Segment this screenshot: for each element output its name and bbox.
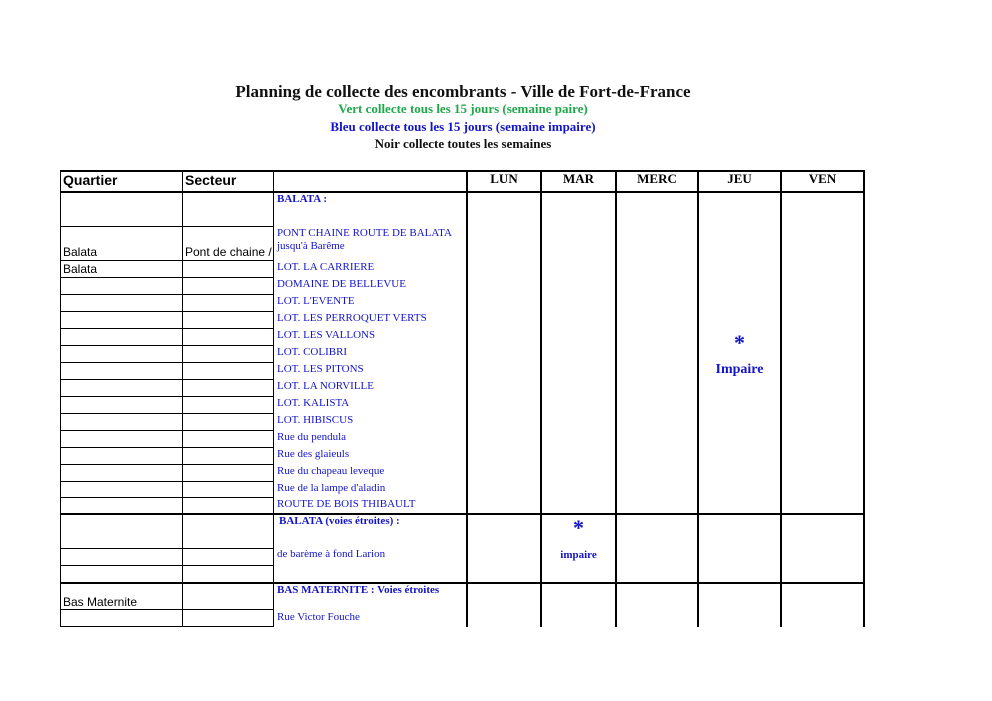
column-header-ven: VEN [808, 171, 837, 186]
street-item: Rue Victor Fouche [277, 611, 360, 623]
street-item: DOMAINE DE BELLEVUE [277, 278, 406, 290]
section-heading-balata-narrow: BALATA (voies étroites) : [279, 515, 400, 527]
collection-week-label: Impaire [715, 362, 764, 377]
street-item: LOT. LES VALLONS [277, 329, 376, 341]
street-item: LOT. LA CARRIERE [277, 261, 375, 273]
col-rule [863, 170, 865, 627]
column-header-quartier: Quartier [63, 172, 118, 188]
row-rule [60, 565, 274, 566]
col-rule [182, 170, 183, 627]
column-header-lun: LUN [490, 171, 518, 186]
street-item: Rue du pendula [277, 431, 347, 443]
row-rule [60, 447, 274, 448]
section-rule [60, 513, 865, 515]
street-item: de barème à fond Larion [277, 548, 386, 560]
street-item: jusqu'à Barême [277, 240, 345, 252]
column-header-secteur: Secteur [185, 172, 237, 188]
row-rule [60, 626, 274, 627]
column-header-jeu: JEU [727, 171, 752, 186]
collection-week-label: impaire [560, 549, 597, 561]
street-item: LOT. KALISTA [277, 397, 350, 409]
legend-blue-note: Bleu collecte tous les 15 jours (semaine impaire) [330, 119, 596, 134]
street-item: LOT. HIBISCUS [277, 414, 354, 426]
col-rule [697, 170, 699, 627]
column-header-mar: MAR [562, 171, 595, 186]
col-rule [780, 170, 782, 627]
row-rule [60, 362, 274, 363]
quartier-cell: Balata [63, 262, 98, 276]
row-rule [60, 260, 274, 261]
col-rule [466, 170, 468, 627]
row-rule [60, 277, 274, 278]
row-rule [60, 226, 274, 227]
quartier-cell: Bas Maternite [63, 595, 138, 609]
page-title: Planning de collecte des encombrants - Ville de Fort-de-France [235, 82, 691, 101]
row-rule [60, 464, 274, 465]
row-rule [60, 328, 274, 329]
row-rule [60, 311, 274, 312]
quartier-cell: Balata [63, 245, 98, 259]
section-heading-bas-maternite: BAS MATERNITE : Voies étroites [277, 584, 440, 596]
column-header-merc: MERC [637, 171, 677, 186]
row-rule [60, 379, 274, 380]
col-rule [60, 170, 61, 627]
street-item: ROUTE DE BOIS THIBAULT [277, 498, 416, 510]
col-rule [615, 170, 617, 627]
street-item: LOT. L'EVENTE [277, 295, 355, 307]
collection-asterisk: * [573, 515, 584, 540]
street-item: Rue de la lampe d'aladin [277, 482, 386, 494]
legend-green-note: Vert collecte tous les 15 jours (semaine paire) [338, 101, 588, 116]
street-item: LOT. LES PERROQUET VERTS [277, 312, 427, 324]
section-rule [60, 582, 865, 584]
legend-black-note: Noir collecte toutes les semaines [374, 136, 552, 151]
row-rule [60, 609, 274, 610]
row-rule [60, 481, 274, 482]
col-rule [273, 170, 274, 627]
collection-asterisk: * [734, 330, 745, 355]
street-item: LOT. COLIBRI [277, 346, 348, 358]
table-header-rule [60, 191, 865, 193]
street-item: Rue du chapeau leveque [277, 465, 385, 477]
street-item: PONT CHAINE ROUTE DE BALATA [277, 227, 452, 239]
row-rule [60, 345, 274, 346]
row-rule [60, 413, 274, 414]
row-rule [60, 548, 274, 549]
row-rule [60, 430, 274, 431]
secteur-cell: Pont de chaine / [185, 245, 272, 259]
section-heading-balata: BALATA : [277, 193, 328, 205]
street-item: Rue des glaieuls [277, 448, 350, 460]
row-rule [60, 497, 274, 498]
row-rule [60, 396, 274, 397]
street-item: LOT. LES PITONS [277, 363, 364, 375]
row-rule [60, 294, 274, 295]
street-item: LOT. LA NORVILLE [277, 380, 374, 392]
